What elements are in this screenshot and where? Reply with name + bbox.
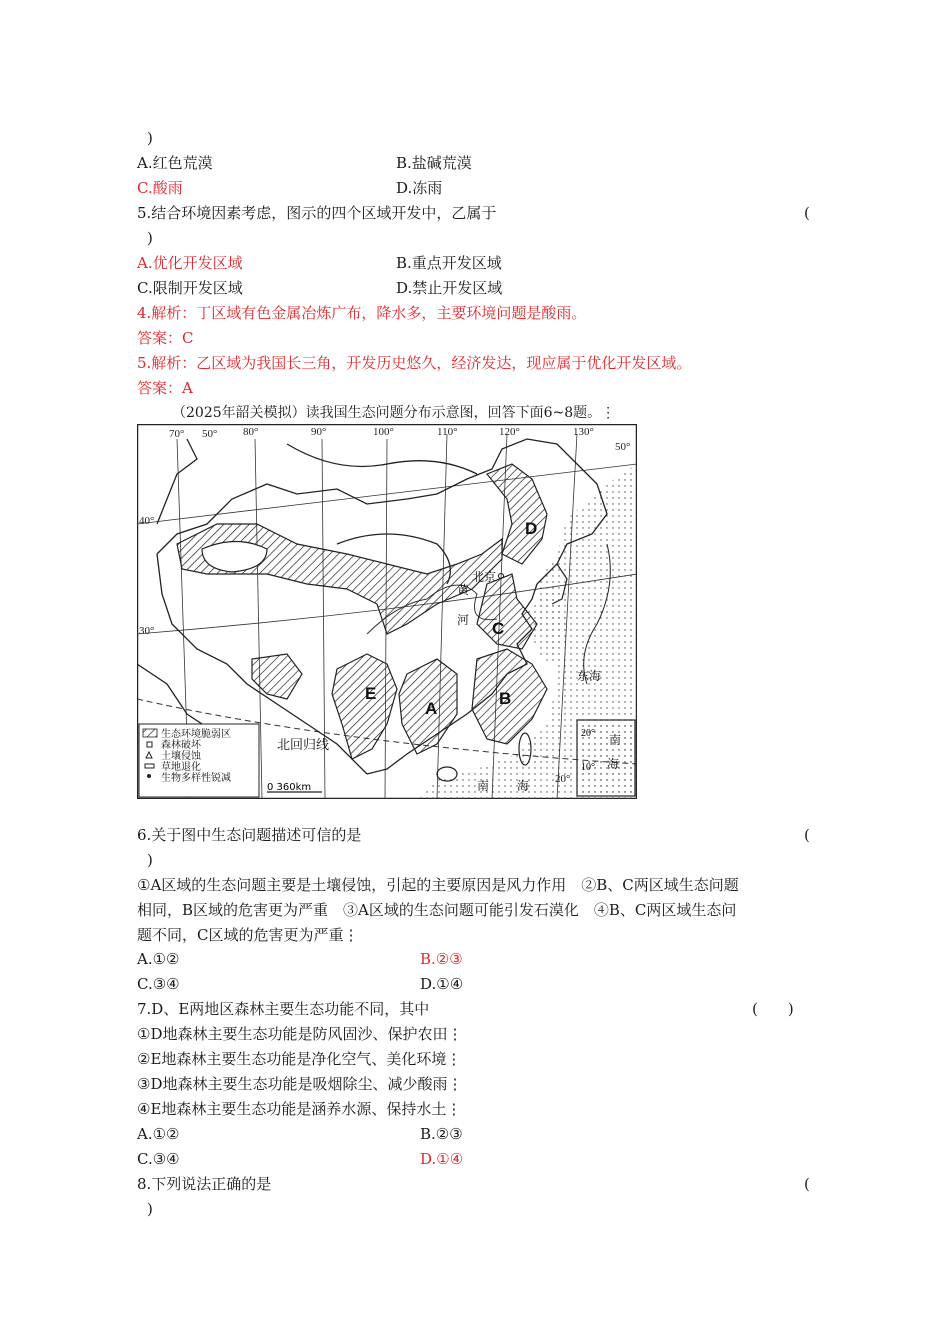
label-yellow-river-2: 河 — [457, 613, 470, 627]
legend-grassland-degradation: 草地退化 — [161, 762, 201, 773]
q5-option-b: B.重点开发区域 — [396, 254, 502, 272]
q6-paren-close: ) — [147, 851, 153, 869]
label-east-sea: 东海 — [577, 669, 602, 683]
q6-paren-open: ( — [804, 826, 810, 844]
label-tropic-of-cancer: 北回归线 — [277, 738, 330, 753]
lat-label: 20° — [555, 773, 571, 785]
paren-close: ) — [147, 129, 153, 147]
region-label-e: E — [365, 684, 377, 703]
lon-label: 100° — [373, 426, 394, 438]
analysis-5: 5.解析：乙区域为我国长三角，开发历史悠久，经济发达，现应属于优化开发区域。 — [137, 354, 692, 372]
lat-label: 50° — [615, 441, 631, 453]
lon-label: 110° — [437, 426, 458, 438]
inset-lat-label: 20° — [581, 728, 595, 739]
question-5: 5.结合环境因素考虑，图示的四个区域开发中，乙属于 — [137, 204, 497, 222]
question-8: 8.下列说法正确的是 — [137, 1175, 272, 1193]
q5-paren-open: ( — [804, 204, 810, 222]
question-6: 6.关于图中生态问题描述可信的是 — [137, 826, 362, 844]
lon-label: 80° — [243, 426, 259, 438]
answer-4: 答案：C — [137, 329, 194, 347]
ecology-problem-map — [137, 424, 637, 799]
q6-option-a: A.①② — [137, 950, 180, 968]
q7-statement-2: ②E地森林主要生态功能是净化空气、美化环境⋮ — [137, 1050, 462, 1068]
legend-forest-destruction: 森林破坏 — [161, 740, 201, 751]
section-intro: （2025年韶关模拟）读我国生态问题分布示意图，回答下面6~8题。⋮ — [172, 405, 616, 421]
q6-option-d: D.①④ — [420, 975, 464, 993]
q7-statement-4: ④E地森林主要生态功能是涵养水源、保持水土⋮ — [137, 1100, 462, 1118]
q4-option-c: C.酸雨 — [137, 179, 183, 197]
region-label-d: D — [525, 519, 538, 538]
inset-lat-label: 10° — [581, 762, 595, 773]
q6-option-c: C.③④ — [137, 975, 180, 993]
lon-label: 90° — [311, 426, 327, 438]
scale-bar: 0 360km — [267, 782, 312, 793]
q6-statement-2: 相同，B区域的危害更为严重 ③A区域的生态问题可能引发石漠化 ④B、C两区域生态问 — [137, 901, 737, 919]
q4-option-b: B.盐碱荒漠 — [396, 154, 472, 172]
q5-option-a: A.优化开发区域 — [137, 254, 243, 272]
legend-soil-erosion: 土壤侵蚀 — [161, 751, 201, 762]
q6-statement-3: 题不同，C区域的危害更为严重⋮ — [137, 926, 359, 944]
region-label-b: B — [499, 689, 512, 708]
lat-label: 40° — [139, 515, 155, 527]
lon-label: 50° — [202, 428, 218, 440]
region-label-a: A — [425, 699, 438, 718]
q4-option-d: D.冻雨 — [396, 179, 443, 197]
lon-label: 130° — [573, 426, 594, 438]
analysis-4: 4.解析：丁区域有色金属冶炼广布，降水多，主要环境问题是酸雨。 — [137, 304, 587, 322]
legend-biodiversity-loss: 生物多样性锐减 — [161, 773, 231, 784]
q7-option-b: B.②③ — [420, 1125, 463, 1143]
q6-statement-1: ①A区域的生态问题主要是土壤侵蚀，引起的主要原因是风力作用 ②B、C两区域生态问题 — [137, 876, 739, 894]
q5-option-c: C.限制开发区域 — [137, 279, 243, 297]
label-yellow-river-1: 黄 — [457, 583, 470, 597]
q8-paren-open: ( — [804, 1175, 810, 1193]
legend-fragile-zone: 生态环境脆弱区 — [161, 729, 231, 740]
q8-paren-close: ) — [147, 1200, 153, 1218]
q5-paren-close: ) — [147, 229, 153, 247]
q7-statement-1: ①D地森林主要生态功能是防风固沙、保护农田⋮ — [137, 1025, 463, 1043]
q4-option-a: A.红色荒漠 — [137, 154, 213, 172]
q7-option-a: A.①② — [137, 1125, 180, 1143]
question-7: 7.D、E两地区森林主要生态功能不同，其中 — [137, 1000, 430, 1018]
q5-option-d: D.禁止开发区域 — [396, 279, 503, 297]
q7-statement-3: ③D地森林主要生态功能是吸烟除尘、减少酸雨⋮ — [137, 1075, 463, 1093]
q7-option-d: D.①④ — [420, 1150, 464, 1168]
label-south-1: 南 — [477, 779, 490, 793]
q7-option-c: C.③④ — [137, 1150, 180, 1168]
answer-5: 答案：A — [137, 379, 193, 397]
q6-option-b: B.②③ — [420, 950, 463, 968]
lat-label: 30° — [139, 625, 155, 637]
lon-label: 70° — [169, 428, 185, 440]
label-beijing: 北京 — [472, 570, 497, 584]
label-sea-1: 海 — [517, 779, 530, 793]
region-label-c: C — [492, 619, 505, 638]
lon-label: 120° — [499, 426, 520, 438]
q7-paren: ( ) — [752, 1000, 794, 1018]
